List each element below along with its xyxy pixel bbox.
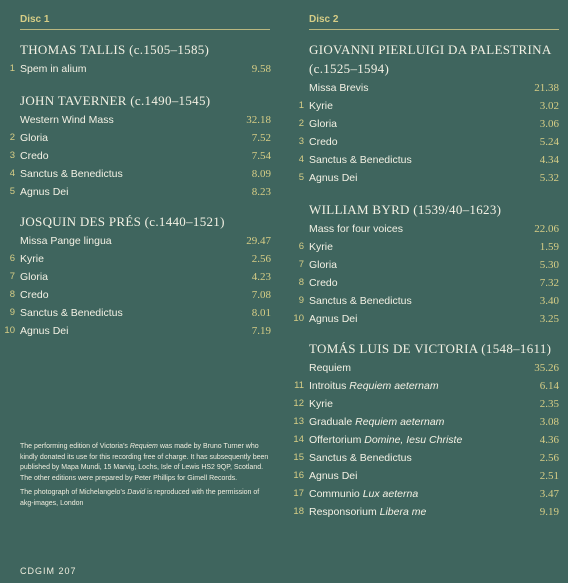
track-number: 14 <box>293 434 304 445</box>
disc1-tracklist <box>0 41 280 340</box>
group-spacer <box>289 328 568 340</box>
track-title-text: Credo <box>309 277 338 289</box>
track-duration: 5.30 <box>539 259 559 271</box>
track-row <box>289 310 568 328</box>
track-row <box>289 359 568 377</box>
track-title <box>20 322 68 340</box>
track-title <box>20 268 48 286</box>
track-duration: 2.35 <box>539 398 559 410</box>
track-duration: 8.09 <box>251 168 271 180</box>
composer-heading: WILLIAM BYRD (1539/40–1623) <box>309 202 502 217</box>
track-title <box>309 256 337 274</box>
notes-italic: Requiem <box>129 443 158 450</box>
track-row <box>289 151 568 169</box>
track-title-italic: Requiem aeternam <box>355 416 445 428</box>
group-spacer <box>289 187 568 201</box>
notes-text: was made by Bruno Turner who kindly donated its use for this recording free of charge. It has subsequently been published by Mapa Mundi, 15 Marvig, Lochs, Isle of Lewis HS2 9QP, Scotland. The other editions were prepared by Peter Phillips for Gimell Records. <box>20 443 269 482</box>
track-number: 15 <box>293 452 304 463</box>
track-title-text: Kyrie <box>20 253 44 265</box>
track-title <box>309 359 351 377</box>
track-row <box>0 111 280 129</box>
track-title-text: Mass for four voices <box>309 223 403 235</box>
track-row <box>0 232 280 250</box>
track-number: 9 <box>9 307 15 318</box>
track-title <box>309 169 357 187</box>
track-title <box>20 304 123 322</box>
track-title-text: Missa Pange lingua <box>20 235 112 247</box>
track-number: 5 <box>298 172 304 183</box>
track-row <box>289 256 568 274</box>
notes-text: The photograph of Michelangelo’s <box>20 489 128 496</box>
track-title-text: Agnus Dei <box>309 172 358 184</box>
track-duration: 8.23 <box>251 186 271 198</box>
track-number: 8 <box>298 277 304 288</box>
track-duration: 29.47 <box>246 235 271 247</box>
track-number: 1 <box>298 100 304 111</box>
track-title-text: Credo <box>309 136 338 148</box>
track-row <box>289 485 568 503</box>
credits-notes <box>20 442 272 513</box>
track-title <box>309 238 333 256</box>
track-number: 13 <box>293 416 304 427</box>
track-row <box>289 115 568 133</box>
track-row <box>289 169 568 187</box>
track-row <box>0 322 280 340</box>
track-duration: 9.58 <box>251 63 271 75</box>
track-number: 2 <box>9 132 15 143</box>
track-row <box>289 274 568 292</box>
track-row <box>289 413 568 431</box>
track-title-text: Offertorium <box>309 434 362 446</box>
track-duration: 5.32 <box>539 172 559 184</box>
track-title-text: Kyrie <box>309 398 333 410</box>
track-duration: 7.52 <box>251 132 271 144</box>
track-duration: 4.34 <box>539 154 559 166</box>
track-number: 4 <box>9 168 15 179</box>
track-title-text: Gloria <box>20 271 49 283</box>
track-duration: 5.24 <box>539 136 559 148</box>
track-number: 18 <box>293 506 304 517</box>
track-number: 11 <box>294 380 304 391</box>
track-title <box>20 232 112 250</box>
catalogue-number: CDGIM 207 <box>20 566 77 576</box>
track-number: 7 <box>9 271 15 282</box>
track-duration: 3.06 <box>539 118 559 130</box>
track-row <box>289 292 568 310</box>
track-title-text: Requiem <box>309 362 352 374</box>
track-title-italic: Domine, Iesu Christe <box>364 434 463 446</box>
disc2-tracklist <box>289 41 568 521</box>
group-spacer <box>0 201 280 213</box>
track-number: 6 <box>9 253 15 264</box>
track-title-text: Credo <box>20 289 49 301</box>
track-row <box>0 304 280 322</box>
track-title-text: Sanctus & Benedictus <box>20 168 123 180</box>
track-row <box>289 503 568 521</box>
track-number: 7 <box>298 259 304 270</box>
track-duration: 8.01 <box>251 307 271 319</box>
composer-dates: (c.1525–1594) <box>309 61 390 76</box>
track-title <box>309 467 357 485</box>
track-duration: 7.54 <box>251 150 271 162</box>
track-number: 1 <box>9 63 15 74</box>
track-title <box>20 286 49 304</box>
track-row <box>289 449 568 467</box>
track-duration: 7.08 <box>251 289 271 301</box>
track-row <box>289 467 568 485</box>
track-title <box>309 151 412 169</box>
track-title <box>309 485 418 503</box>
track-duration: 3.02 <box>539 100 559 112</box>
track-number: 16 <box>293 470 304 481</box>
track-number: 10 <box>293 313 304 324</box>
track-number: 10 <box>4 325 15 336</box>
track-number: 4 <box>298 154 304 165</box>
track-number: 12 <box>293 398 304 409</box>
track-title-text: Sanctus & Benedictus <box>309 154 412 166</box>
track-title-italic: Lux aeterna <box>362 488 419 500</box>
track-number: 5 <box>9 186 15 197</box>
track-number: 3 <box>298 136 304 147</box>
track-row <box>0 268 280 286</box>
track-title <box>309 292 412 310</box>
track-title <box>309 115 337 133</box>
track-row <box>289 97 568 115</box>
track-title <box>309 377 439 395</box>
track-row <box>289 133 568 151</box>
track-duration: 22.06 <box>534 223 559 235</box>
track-row <box>289 395 568 413</box>
track-title <box>309 220 403 238</box>
track-duration: 7.19 <box>251 325 271 337</box>
track-row <box>0 147 280 165</box>
track-number: 6 <box>298 241 304 252</box>
track-title-text: Gloria <box>309 118 338 130</box>
notes-paragraph-2 <box>20 488 272 509</box>
track-title-text: Agnus Dei <box>309 470 358 482</box>
track-duration: 21.38 <box>534 82 559 94</box>
track-title-text: Sanctus & Benedictus <box>309 295 412 307</box>
track-title <box>20 250 44 268</box>
track-number: 8 <box>9 289 15 300</box>
track-title <box>20 147 49 165</box>
notes-text: is reproduced with the permission of akg-images, London <box>20 489 260 507</box>
track-duration: 2.56 <box>251 253 271 265</box>
disc1-heading: Disc 1 <box>20 14 270 30</box>
track-duration: 2.51 <box>539 470 559 482</box>
composer-heading: GIOVANNI PIERLUIGI DA PALESTRINA <box>309 42 552 57</box>
track-title <box>20 111 114 129</box>
track-title <box>309 79 369 97</box>
composer-heading: JOSQUIN DES PRÉS (c.1440–1521) <box>20 214 225 229</box>
track-title <box>309 274 338 292</box>
composer-heading: JOHN TAVERNER (c.1490–1545) <box>20 93 211 108</box>
group-spacer <box>0 78 280 92</box>
track-title-italic: Libera me <box>379 506 427 518</box>
notes-text: The performing edition of Victoria’s <box>20 443 130 450</box>
notes-paragraph-1 <box>20 442 272 484</box>
composer-heading: TOMÁS LUIS DE VICTORIA (1548–1611) <box>309 341 552 356</box>
track-title-text: Responsorium <box>309 506 377 518</box>
track-title <box>309 449 412 467</box>
track-title-text: Communio <box>309 488 360 500</box>
track-title-text: Spem in alium <box>20 63 87 75</box>
track-title-text: Missa Brevis <box>309 82 369 94</box>
track-row <box>289 220 568 238</box>
track-title-text: Graduale <box>309 416 353 428</box>
track-duration: 35.26 <box>534 362 559 374</box>
track-duration: 7.32 <box>539 277 559 289</box>
track-title <box>20 60 87 78</box>
track-title-text: Gloria <box>309 259 338 271</box>
track-duration: 3.47 <box>539 488 559 500</box>
track-title <box>309 395 333 413</box>
track-title-text: Agnus Dei <box>20 186 69 198</box>
track-duration: 3.08 <box>539 416 559 428</box>
track-duration: 3.25 <box>539 313 559 325</box>
track-title-text: Credo <box>20 150 49 162</box>
track-title-text: Sanctus & Benedictus <box>20 307 123 319</box>
track-duration: 3.40 <box>539 295 559 307</box>
track-title-italic: Requiem aeternam <box>349 380 439 392</box>
track-title <box>309 503 426 521</box>
track-title-text: Sanctus & Benedictus <box>309 452 412 464</box>
track-title <box>309 310 357 328</box>
track-number: 3 <box>9 150 15 161</box>
track-duration: 32.18 <box>246 114 271 126</box>
track-number: 17 <box>293 488 304 499</box>
track-number: 2 <box>298 118 304 129</box>
track-title <box>20 183 68 201</box>
track-row <box>0 286 280 304</box>
track-row <box>289 238 568 256</box>
disc2-heading: Disc 2 <box>309 14 559 30</box>
track-row <box>0 250 280 268</box>
track-row <box>0 183 280 201</box>
track-title <box>309 133 338 151</box>
track-row <box>0 129 280 147</box>
track-duration: 4.36 <box>539 434 559 446</box>
track-duration: 1.59 <box>539 241 559 253</box>
track-duration: 2.56 <box>539 452 559 464</box>
track-title-text: Introitus <box>309 380 347 392</box>
track-title-text: Kyrie <box>309 100 333 112</box>
track-title <box>309 97 333 115</box>
track-title-text: Agnus Dei <box>20 325 69 337</box>
track-row <box>289 431 568 449</box>
track-duration: 9.19 <box>539 506 559 518</box>
track-title-text: Agnus Dei <box>309 313 358 325</box>
track-number: 9 <box>298 295 304 306</box>
track-row <box>289 377 568 395</box>
track-duration: 4.23 <box>251 271 271 283</box>
notes-italic: David <box>127 489 146 496</box>
track-row <box>0 165 280 183</box>
track-title-text: Gloria <box>20 132 49 144</box>
track-title <box>309 431 462 449</box>
track-title-text: Kyrie <box>309 241 333 253</box>
track-row <box>289 79 568 97</box>
track-row <box>0 60 280 78</box>
track-title <box>309 413 444 431</box>
track-title <box>20 129 48 147</box>
track-title-text: Western Wind Mass <box>20 114 114 126</box>
track-duration: 6.14 <box>539 380 559 392</box>
composer-heading: THOMAS TALLIS (c.1505–1585) <box>20 42 210 57</box>
track-title <box>20 165 123 183</box>
